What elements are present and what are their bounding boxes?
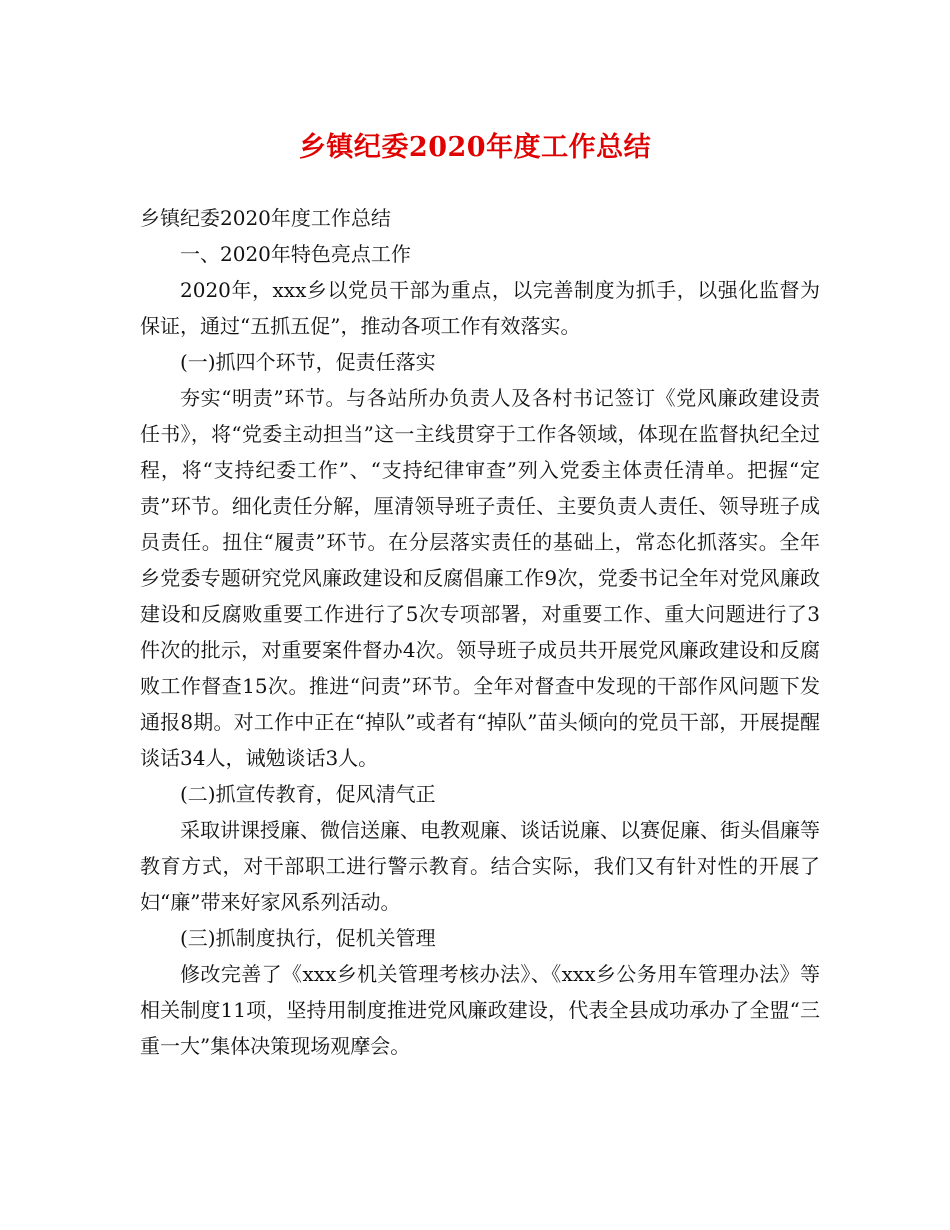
document-title: 乡镇纪委2020年度工作总结 [298, 132, 652, 163]
intro-paragraph: 2020年，xxx乡以党员干部为重点，以完善制度为抓手，以强化监督为保证，通过“五抓五促”，推动各项工作有效落实。 [140, 278, 820, 338]
subsection-heading-2: (二)抓宣传教育，促风清气正 [180, 782, 436, 806]
subsection-heading-1: (一)抓四个环节，促责任落实 [180, 350, 436, 374]
subsection-paragraph-3: 修改完善了《xxx乡机关管理考核办法》、《xxx乡公务用车管理办法》等相关制度11项，坚持用制度推进党风廉政建设，代表全县成功承办了全盟“三重一大”集体决策现场观摩会。 [140, 962, 820, 1058]
subsection-heading-3: (三)抓制度执行，促机关管理 [180, 926, 436, 950]
subsection-paragraph-2: 采取讲课授廉、微信送廉、电教观廉、谈话说廉、以赛促廉、街头倡廉等教育方式，对干部职工进行警示教育。结合实际，我们又有针对性的开展了妇“廉”带来好家风系列活动。 [140, 818, 820, 914]
document-body [140, 200, 820, 1064]
document-subtitle: 乡镇纪委2020年度工作总结 [140, 206, 391, 230]
subsection-paragraph-1: 夯实“明责”环节。与各站所办负责人及各村书记签订《党风廉政建设责任书》，将“党委主动担当”这一主线贯穿于工作各领域，体现在监督执纪全过程，将“支持纪委工作”、“支持纪律审查”列入党委主体责任清单。把握“定责”环节。细化责任分解，厘清领导班子责任、主要负责人责任、领导班子成员责任。扭住“履责”环节。在分层落实责任的基础上，常态化抓落实。全年乡党委专题研究党风廉政建设和反腐倡廉工作9次，党委书记全年对党风廉政建设和反腐败重要工作进行了5次专项部署，对重要工作、重大问题进行了3件次的批示，对重要案件督办4次。领导班子成员共开展党风廉政建设和反腐败工作督查15次。推进“问责”环节。全年对督查中发现的干部作风问题下发通报8期。对工作中正在“掉队”或者有“掉队”苗头倾向的党员干部，开展提醒谈话34人，诫勉谈话3人。 [140, 386, 820, 770]
section-heading-1: 一、2020年特色亮点工作 [180, 242, 411, 266]
